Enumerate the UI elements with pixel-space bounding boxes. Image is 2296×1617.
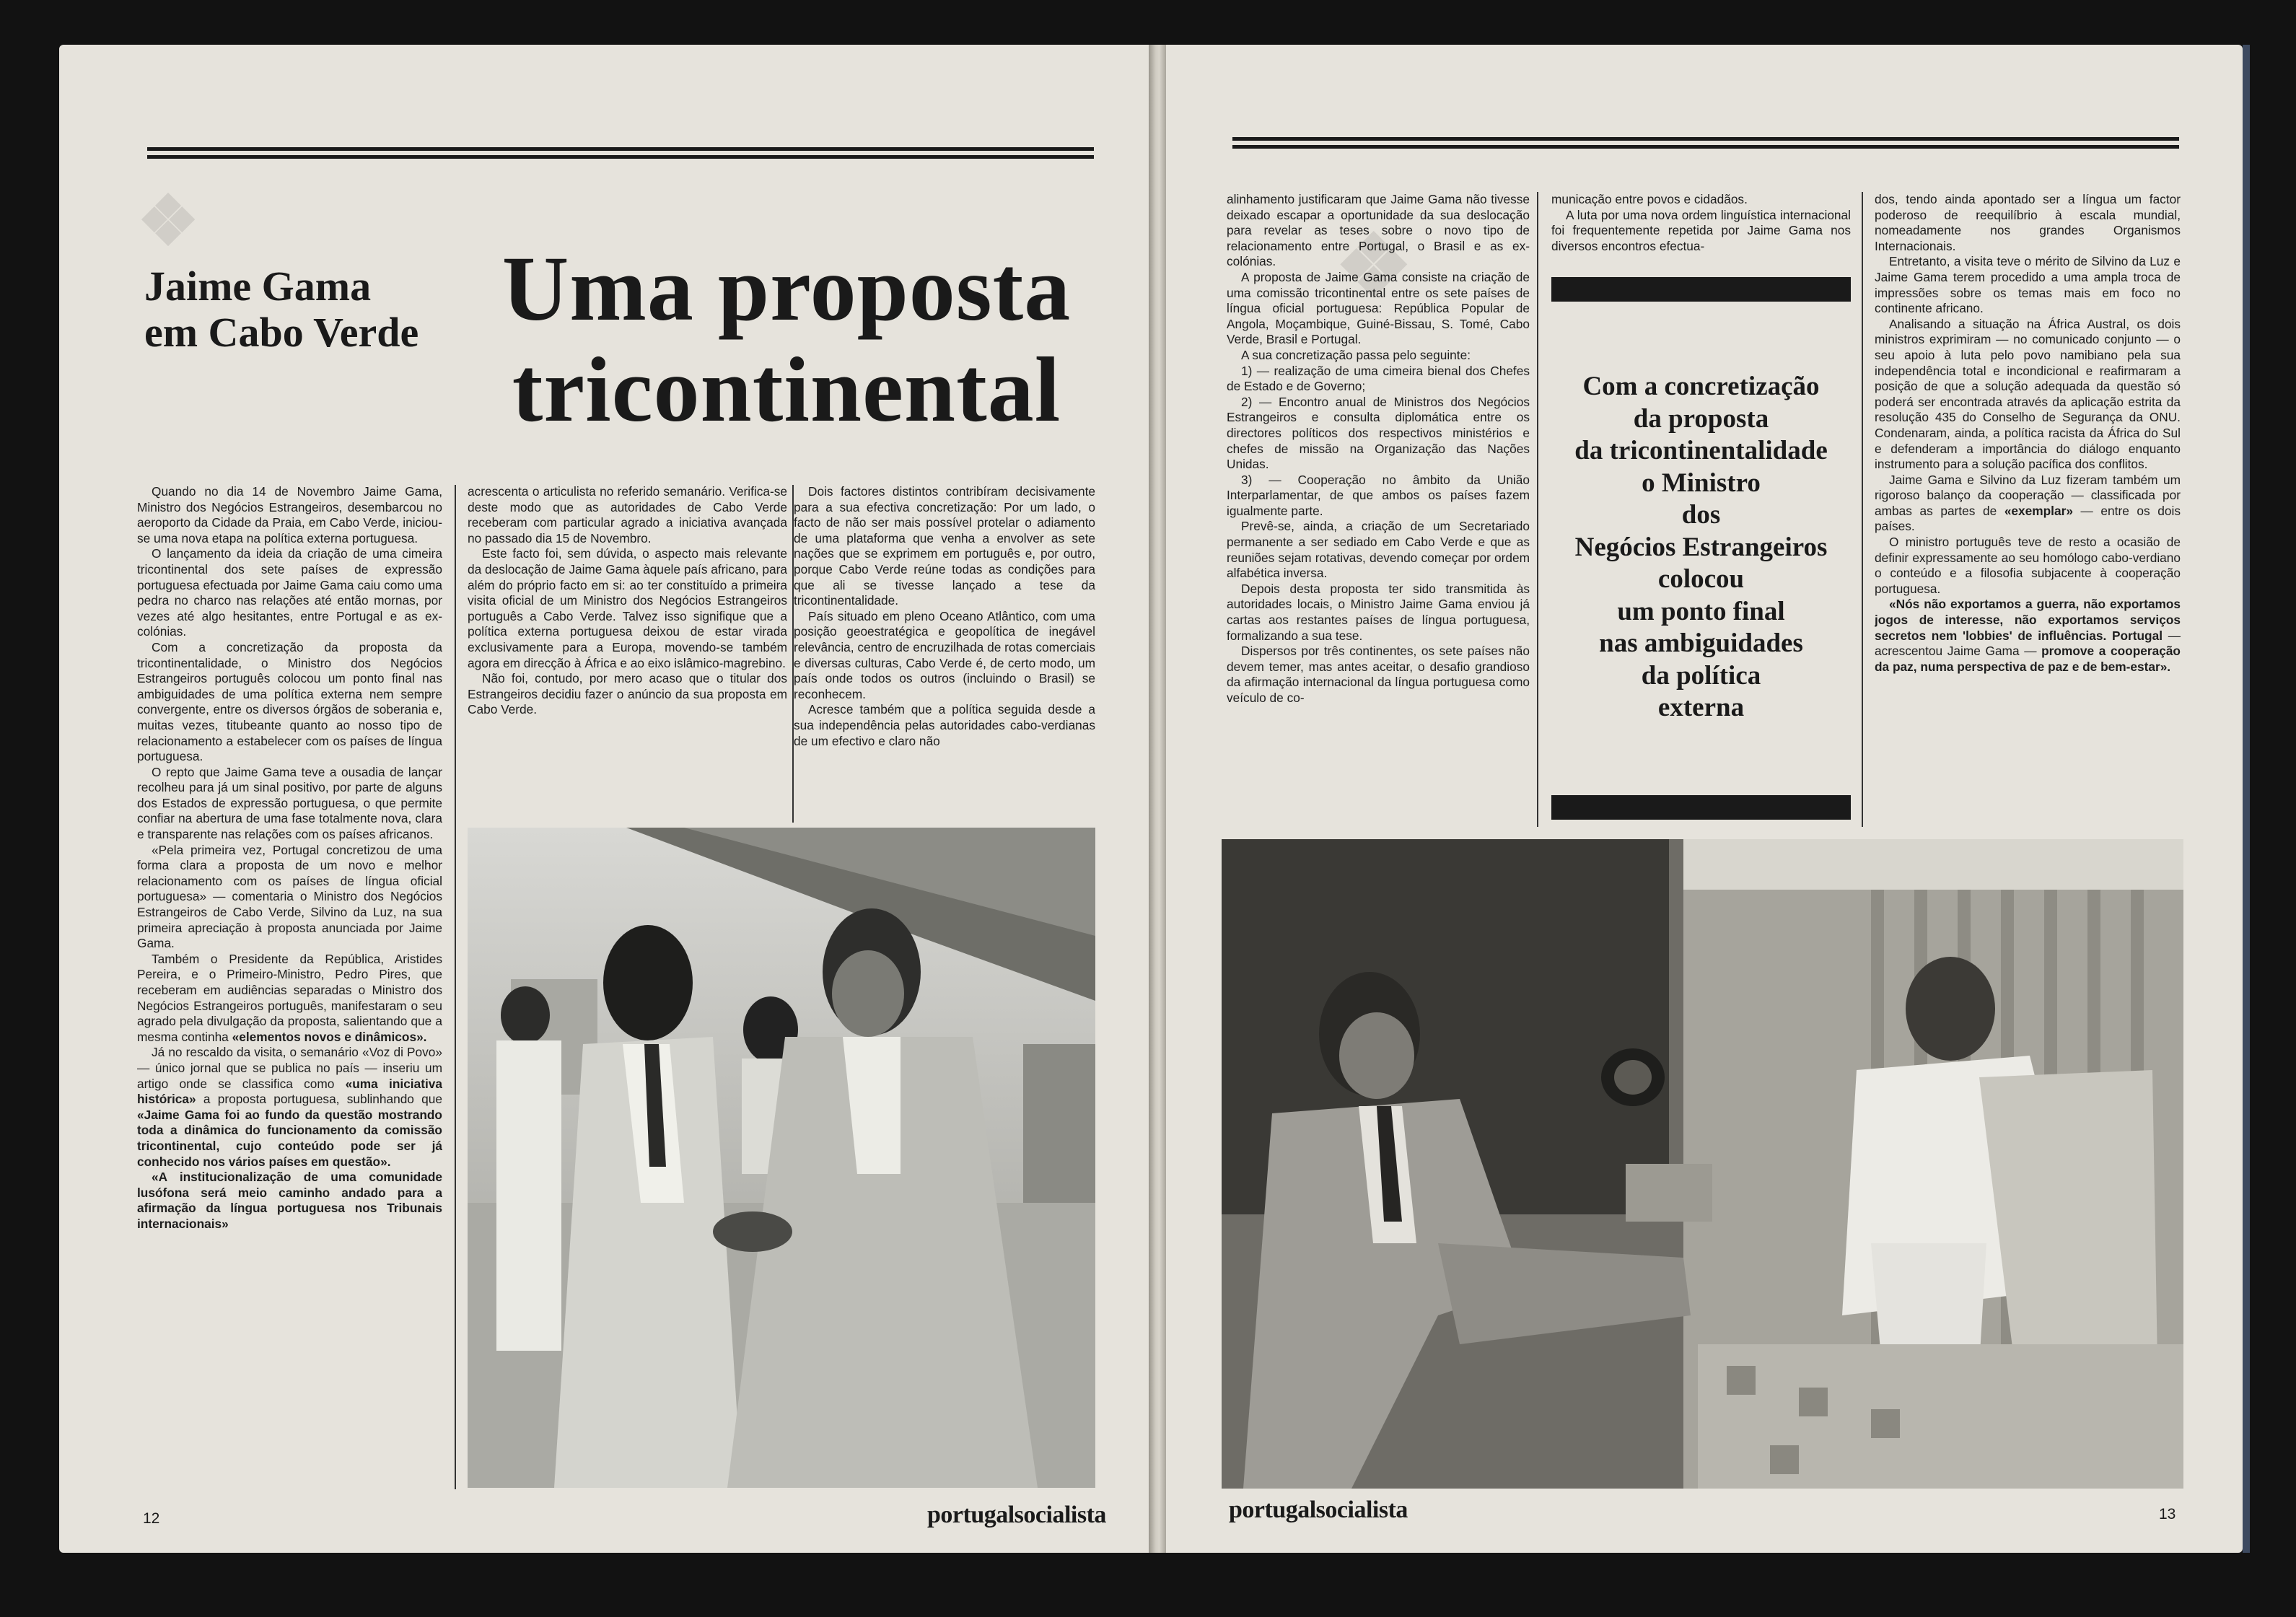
kicker-title — [144, 263, 419, 356]
paragraph: O lançamento da ideia da criação de uma cimeira tricontinental dos sete países de expressão portuguesa efectuada por Jaime Gama caiu como uma pedra no charco nas relações até então mornas, por vezes até algo hesitantes, entre Portugal e as ex-colónias. — [137, 546, 442, 639]
paragraph: 2) — Encontro anual de Ministros dos Negócios Estrangeiros e consulta diplomática entre os directores políticos dos respectivos ministérios e chefes de missão na Organização das Nações Unidas. — [1227, 394, 1530, 472]
paragraph: Depois desta proposta ter sido transmitida às autoridades locais, o Ministro Jaime Gama enviou já cartas aos restantes países de língua portuguesa, formalizando a sua tese. — [1227, 581, 1530, 643]
paragraph: 1) — realização de uma cimeira bienal dos Chefes de Estado e de Governo; — [1227, 363, 1530, 394]
headline-line: Uma proposta — [501, 237, 1072, 340]
bold-quote: «elementos novos e dinâmicos». — [232, 1029, 427, 1044]
headline — [476, 238, 1097, 440]
bold-quote: «uma iniciativa histórica» — [137, 1076, 442, 1107]
pull-quote-bar — [1551, 277, 1851, 302]
column-rule — [1537, 192, 1538, 827]
article-column-4 — [1227, 192, 1530, 828]
column-rule — [1862, 192, 1863, 827]
paragraph-text: Jaime Gama e Silvino da Luz fizeram também um rigoroso balanço da cooperação — classificada por ambas as partes de — [1875, 472, 2181, 518]
paragraph: O repto que Jaime Gama teve a ousadia de lançar recolheu para já um sinal positivo, por parte de alguns dos Estados de expressão portuguesa, o que permite confiar na abertura de uma fase totalmente nova, clara e transparente nas relações com os países africanos. — [137, 764, 442, 842]
paragraph: A luta por uma nova ordem linguística internacional foi frequentemente repetida por Jaime Gama nos diversos encontros efectua- — [1551, 207, 1851, 253]
paragraph: Este facto foi, sem dúvida, o aspecto mais relevante da deslocação de Jaime Gama àquele país africano, para além do próprio facto em si: ao ter constituído a primeira visita oficial de um Ministro dos Negócios Estrangeiros português a Cabo Verde. Talvez isso signifique que a política externa portuguesa deixou de estar virada exclusivamente para a Europa, movendo-se também agora em direcção à África e ao eixo islâmico-magrebino. — [468, 546, 787, 670]
bold-quote: «A institucionalização de uma comunidade lusófona será meio caminho andado para a afirmação da língua portuguesa nos Tribunais internacionais» — [137, 1170, 442, 1231]
paragraph: Dispersos por três continentes, os sete países não devem temer, mas antes aceitar, o desafio grandioso da afirmação internacional da língua portuguesa como veículo de co- — [1227, 644, 1530, 705]
paragraph — [137, 952, 442, 1046]
pull-quote-line: um ponto final — [1617, 596, 1785, 626]
show-through-text: ❖ — [137, 183, 200, 260]
paragraph: Acresce também que a política seguida desde a sua independência pelas autoridades cabo-verdianas de um efectivo e claro não — [794, 702, 1095, 748]
paragraph — [1875, 473, 2181, 535]
bold-quote: «exemplar» — [2004, 503, 2073, 518]
paragraph: A sua concretização passa pelo seguinte: — [1241, 347, 1471, 362]
pull-quote-line: da tricontinentalidade — [1574, 436, 1828, 465]
column-rule — [455, 485, 456, 1489]
pull-quote-line: o Ministro — [1642, 468, 1761, 498]
paragraph-text: Já no rescaldo da visita, o semanário «Voz di Povo» — único jornal que se publica no país — inseriu um artigo onde se classifica como — [137, 1045, 442, 1091]
paragraph: Analisando a situação na África Austral, os dois ministros exprimiram — no comunicado conjunto — o seu apoio à luta pelo povo namibiano pela sua independência total e incondicional e reafirmaram a posição de que a solução adequada da questão só poderá ser encontrada através da aplicação estrita da resolução 435 do Conselho de Segurança da ONU. Condenaram, ainda, a política racista da África do Sul e defenderam a importância do diálogo enquanto instrumento para a solução pacífica dos conflitos. — [1875, 316, 2181, 472]
paragraph: Com a concretização da proposta da tricontinentalidade, o Ministro dos Negócios Estrangeiros português colocou um ponto final nas ambiguidades de uma política externa nem sempre convergente, entre os diversos órgãos de soberania e, muitas vezes, titubeante quanto ao nosso tipo de relacionamento a estabelecer com os países de língua portuguesa. — [137, 639, 442, 764]
pull-quote-line: da proposta — [1633, 403, 1769, 434]
pull-quote-bar — [1551, 795, 1851, 820]
paragraph: Dois factores distintos contribíram decisivamente para a sua efectiva concretização: Por um lado, o facto de não ser mais possível protelar o adiamento de uma plataforma que venha a envolver as sete nações que se exprimem em português e, por outro, porque Cabo Verde reúne todas as condições para que ali se tivesse lançado a tese da tricontinentalidade. — [794, 484, 1095, 608]
page-edge — [2243, 45, 2250, 1553]
paragraph: Quando no dia 14 de Novembro Jaime Gama, Ministro dos Negócios Estrangeiros, desembarcou no aeroporto da Cidade da Praia, em Cabo Verde, iniciou-se uma nova etapa na política externa portuguesa. — [137, 484, 442, 545]
paragraph: Entretanto, a visita teve o mérito de Silvino da Luz e Jaime Gama terem procedido a uma ampla troca de impressões sobre os temas mais em foco no continente africano. — [1875, 254, 2181, 316]
pull-quote-line: da política — [1641, 660, 1761, 691]
masthead: portugalsocialista — [1229, 1497, 1408, 1523]
paragraph-text: Também o Presidente da República, Aristides Pereira, e o Primeiro-Ministro, Pedro Pires, que receberam em audiências separadas o Ministro dos Negócios Estrangeiros português, manifestaram o seu agrado pela divulgação da proposta, salientando que a mesma continha — [137, 951, 442, 1044]
page-number: 13 — [2159, 1506, 2176, 1522]
paragraph-text: a proposta portuguesa, sublinhando que — [203, 1092, 442, 1107]
photo-airport-greeting — [468, 828, 1095, 1488]
pull-quote-line: Com a concretização — [1582, 372, 1820, 401]
page-number: 12 — [143, 1510, 160, 1527]
show-through-text: ❖ — [1335, 219, 1413, 315]
paragraph — [1875, 597, 2181, 675]
pull-quote-text — [1551, 371, 1851, 724]
paragraph — [137, 1170, 442, 1232]
paragraph: dos, tendo ainda apontado ser a língua um factor poderoso de reequilíbrio à escala mundial, nomeadamente nos grandes Organismos Internacionais. — [1875, 192, 2181, 253]
photo-meeting — [1222, 839, 2183, 1489]
paragraph: «Pela primeira vez, Portugal concretizou de uma forma clara a proposta de um novo e melhor relacionamento com os países de língua oficial portuguesa» — comentaria o Ministro dos Negócios Estrangeiros de Cabo Verde, Silvino da Luz, na sua primeira apreciação à proposta anunciada por Jaime Gama. — [137, 842, 442, 951]
article-column-2 — [468, 484, 787, 825]
kicker-line: em Cabo Verde — [144, 309, 419, 356]
kicker-line: Jaime Gama — [144, 263, 372, 310]
pull-quote-line: Negócios Estrangeiros — [1574, 532, 1828, 562]
bold-quote: promove a cooperação da paz, numa perspectiva de paz e de bem-estar». — [1875, 644, 2181, 674]
paragraph: Prevê-se, ainda, a criação de um Secretariado permanente a ser sediado em Cabo Verde e que as reuniões sejam rotativas, devendo começar por ordem alfabética inversa. — [1227, 519, 1530, 581]
paragraph: acrescenta o articulista no referido semanário. Verifica-se deste modo que as autoridades de Cabo Verde receberam com particular agrado a iniciativa avançada no passado dia 15 de Novembro. — [468, 484, 787, 545]
paragraph: O ministro português teve de resto a ocasião de definir expressamente ao seu homólogo cabo-verdiano o conteúdo e a filosofia subjacente à cooperação portuguesa. — [1875, 535, 2181, 596]
pull-quote — [1551, 277, 1851, 820]
top-rule-left — [147, 147, 1094, 159]
article-column-5 — [1551, 192, 1851, 270]
article-column-3 — [794, 484, 1095, 825]
pull-quote-line: nas ambiguidades — [1599, 628, 1803, 658]
paragraph-text: — acrescentou Jaime Gama — — [1875, 628, 2181, 659]
headline-line: tricontinental — [512, 338, 1061, 441]
pull-quote-line: externa — [1657, 693, 1745, 722]
photo-meeting-image — [1222, 839, 2183, 1489]
bold-quote: «Jaime Gama foi ao fundo da questão mostrando toda a dinâmica do funcionamento da comissão tricontinental, cujo conteúdo pode ser já conhecido nos vários países em questão». — [137, 1107, 442, 1169]
paragraph: municação entre povos e cidadãos. — [1551, 192, 1748, 206]
paragraph — [137, 1045, 442, 1170]
paragraph-text: — entre os dois países. — [1875, 503, 2181, 534]
paragraph: alinhamento justificaram que Jaime Gama não tivesse deixado escapar a oportunidade da sua deslocação para revelar as teses sobre o novo tipo de relacionamento entre Portugal, o Brasil e as ex-colónias. — [1227, 192, 1530, 269]
article-column-6 — [1875, 192, 2181, 828]
paragraph: 3) — Cooperação no âmbito da União Interparlamentar, de que ambos os países fazem igualmente parte. — [1227, 472, 1530, 518]
article-column-1 — [137, 484, 442, 1491]
pull-quote-line: dos — [1681, 500, 1721, 530]
top-rule-right — [1232, 137, 2179, 149]
paragraph: Não foi, contudo, por mero acaso que o titular dos Estrangeiros decidiu fazer o anúncio da sua proposta em Cabo Verde. — [468, 671, 787, 717]
paragraph: País situado em pleno Oceano Atlântico, com uma posição geoestratégica e geopolítica de inegável relevância, centro de encruzilhada de rotas comerciais e diversas culturas, Cabo Verde é, de certo modo, um país onde todos os outros (incluindo o Brasil) se reconhecem. — [794, 608, 1095, 701]
spine — [1149, 45, 1166, 1553]
pull-quote-line: colocou — [1657, 564, 1745, 594]
paragraph: A proposta de Jaime Gama consiste na criação de uma comissão tricontinental entre os sete países de língua oficial portuguesa: República Popular de Angola, Moçambique, Guiné-Bissau, S. Tomé, Cabo Verde, Brasil e Portugal. — [1227, 269, 1530, 347]
masthead: portugalsocialista — [927, 1502, 1106, 1528]
photo-airport-greeting-image — [468, 828, 1095, 1488]
bold-quote: «Nós não exportamos a guerra, não exportamos jogos de interesse, não exportamos serviços secretos nem 'lobbies' de influências. Portugal — [1875, 597, 2181, 643]
